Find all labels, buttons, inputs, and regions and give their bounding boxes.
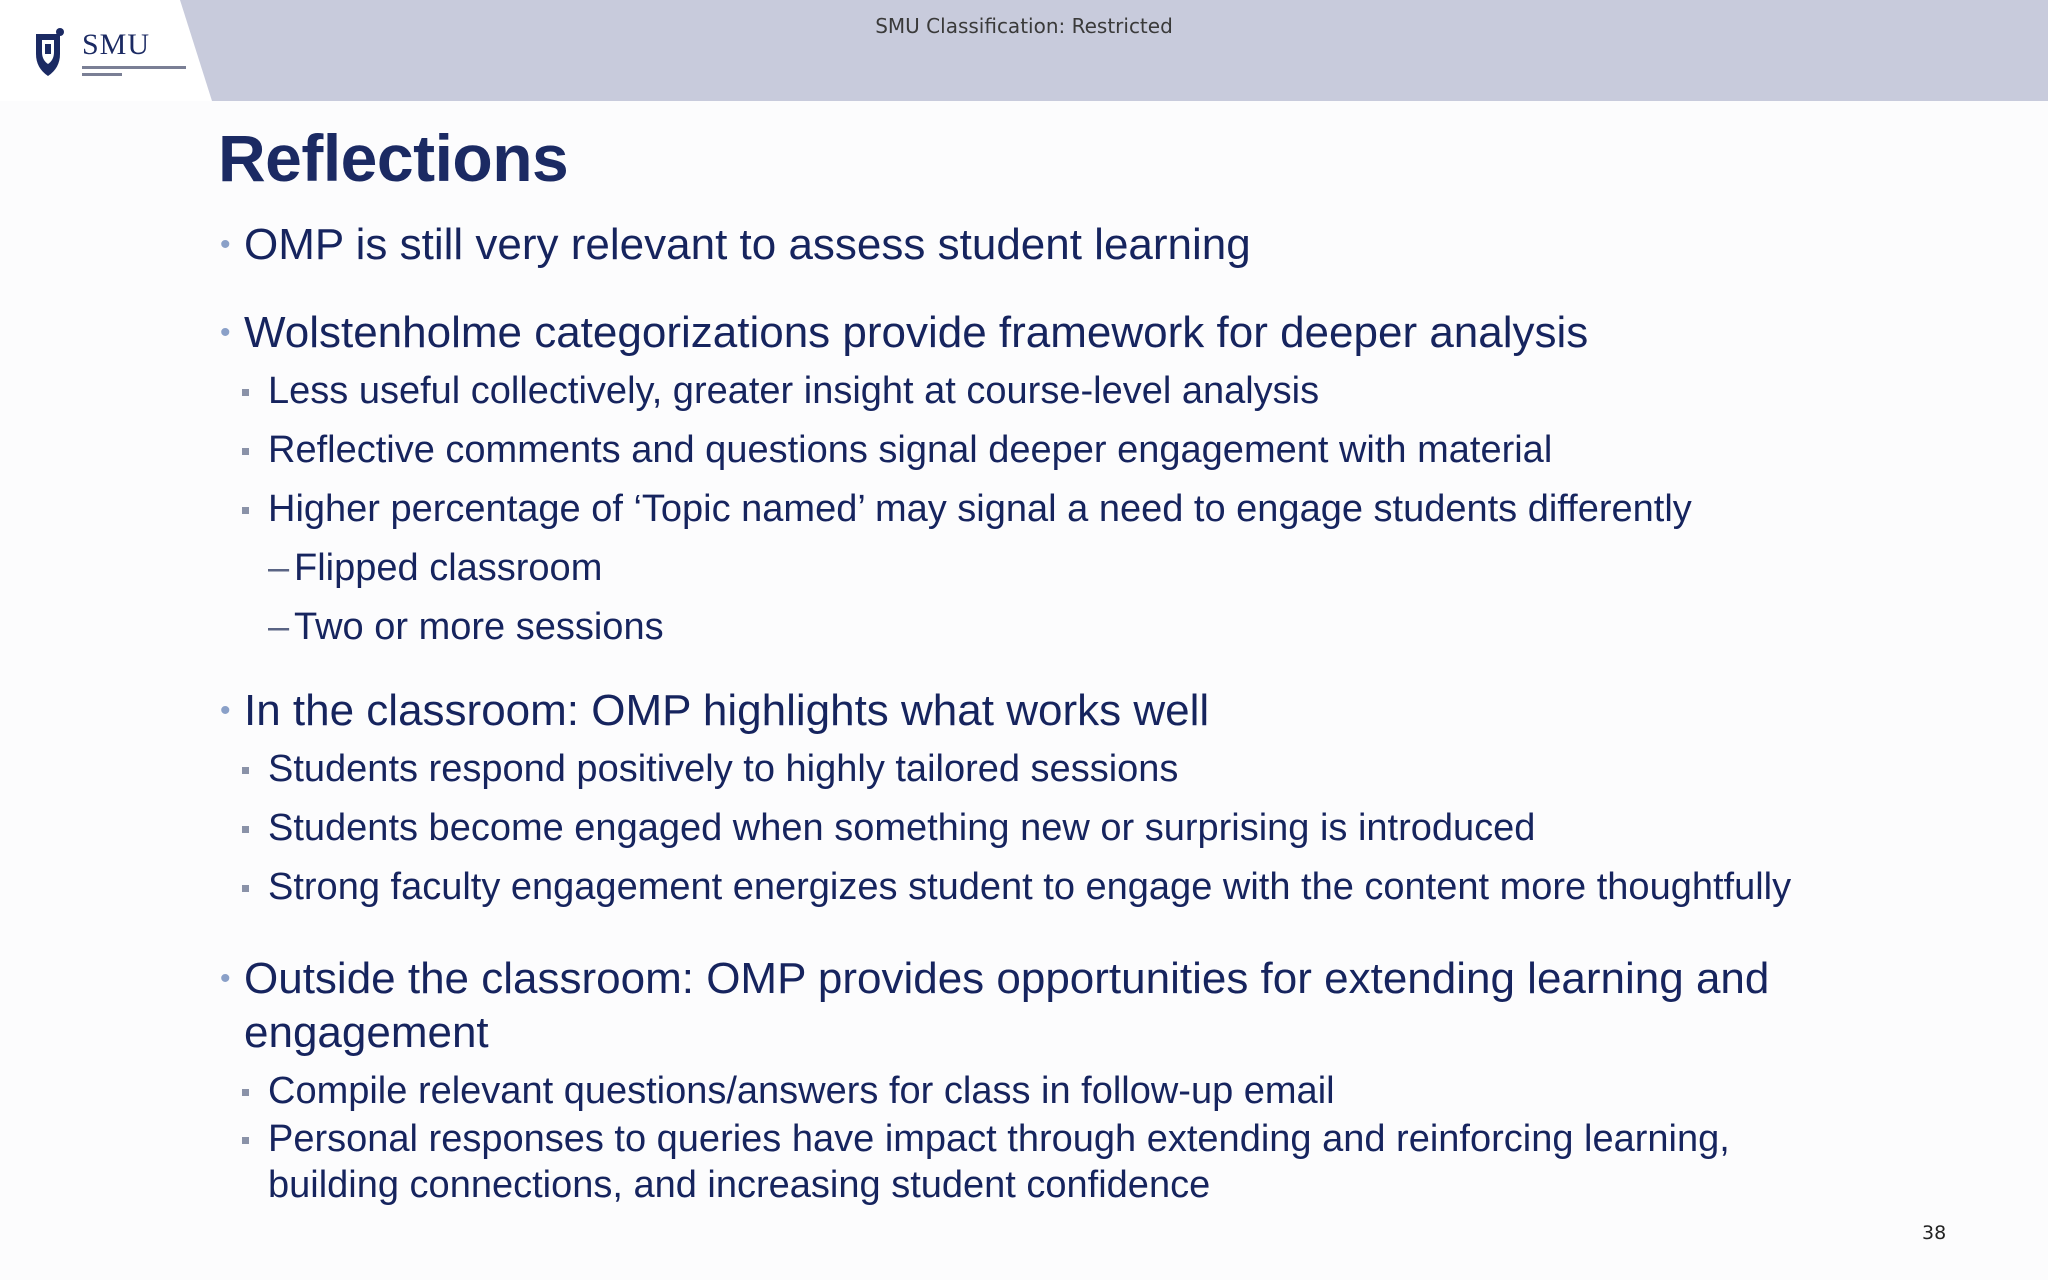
- sub-bullet-text: Personal responses to queries have impact through extending and reinforcing learning, building connections, and increasing student confidence: [268, 1118, 1730, 1206]
- classification-label: SMU Classification: Restricted: [875, 14, 1173, 38]
- square-bullet-icon: [242, 767, 249, 774]
- square-bullet-icon: [242, 1137, 249, 1144]
- square-bullet-icon: [242, 507, 249, 514]
- sub-bullet-text: Reflective comments and questions signal deeper engagement with material: [268, 429, 1553, 471]
- sub-bullet: [218, 486, 1878, 532]
- dash-bullet-icon: –: [268, 547, 290, 589]
- bullet-4: [218, 952, 1864, 1060]
- sub-sub-bullet-text: Flipped classroom: [294, 547, 603, 589]
- bullet-1: [218, 218, 1878, 272]
- sub-bullet: [218, 746, 1878, 792]
- bullet-text: Outside the classroom: OMP provides opportunities for extending learning and engagement: [244, 954, 1770, 1057]
- sub-bullet-text: Compile relevant questions/answers for class in follow-up email: [268, 1070, 1335, 1112]
- sub-bullet: [218, 1116, 1828, 1208]
- bullet-dot-icon: •: [220, 316, 231, 349]
- slide-body: [218, 218, 1878, 1208]
- bullet-dot-icon: •: [220, 694, 231, 727]
- sub-bullet-text: Less useful collectively, greater insight at course-level analysis: [268, 370, 1320, 412]
- sub-bullet: [218, 1068, 1878, 1114]
- bullet-2: [218, 306, 1878, 360]
- sub-bullet: [218, 427, 1878, 473]
- sub-bullet-text: Students become engaged when something new or surprising is introduced: [268, 807, 1536, 849]
- page-number: 38: [1922, 1222, 1947, 1244]
- bullet-dot-icon: •: [220, 962, 231, 995]
- bullet-text: Wolstenholme categorizations provide framework for deeper analysis: [244, 308, 1589, 357]
- bullet-3: [218, 684, 1878, 738]
- square-bullet-icon: [242, 826, 249, 833]
- square-bullet-icon: [242, 885, 249, 892]
- sub-sub-bullet: [218, 545, 1878, 591]
- bullet-text: In the classroom: OMP highlights what works well: [244, 686, 1210, 735]
- dash-bullet-icon: –: [268, 606, 290, 648]
- sub-bullet: [218, 805, 1878, 851]
- square-bullet-icon: [242, 389, 249, 396]
- sub-bullet-text: Students respond positively to highly tailored sessions: [268, 748, 1179, 790]
- logo-subtitle-graphic: [82, 64, 192, 78]
- slide-title: Reflections: [218, 121, 569, 195]
- smu-logo: [30, 24, 190, 84]
- sub-bullet-text: Higher percentage of ‘Topic named’ may signal a need to engage students differently: [268, 488, 1692, 530]
- smu-crest-icon: [30, 24, 70, 80]
- sub-bullet: [218, 368, 1878, 414]
- square-bullet-icon: [242, 448, 249, 455]
- sub-bullet: [218, 864, 1878, 910]
- bullet-dot-icon: •: [220, 228, 231, 261]
- sub-sub-bullet-text: Two or more sessions: [294, 606, 664, 648]
- square-bullet-icon: [242, 1089, 249, 1096]
- sub-bullet-text: Strong faculty engagement energizes student to engage with the content more thoughtfully: [268, 866, 1792, 908]
- bullet-text: OMP is still very relevant to assess student learning: [244, 220, 1251, 269]
- smu-logo-text: SMU: [82, 28, 151, 61]
- sub-sub-bullet: [218, 604, 1878, 650]
